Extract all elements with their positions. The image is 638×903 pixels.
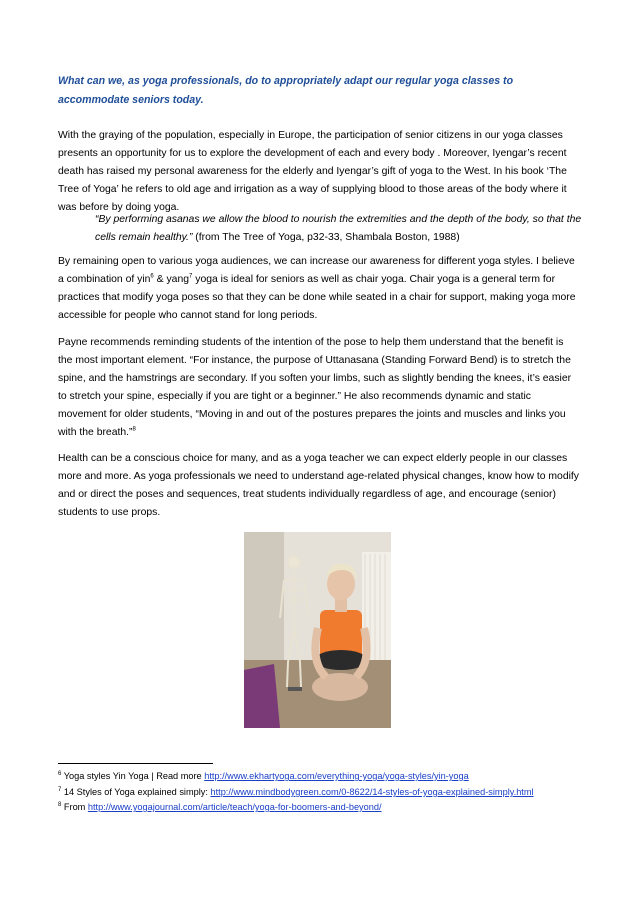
footnote-7	[58, 786, 618, 798]
yoga-teacher-photo	[244, 532, 391, 728]
paragraph-text: Payne recommends reminding students of the intention of the pose to help them understand that the benefit is the most important element. “For instance, the purpose of Uttanasana (Standing Forward Bend) is to stretch the spine, and the hamstrings are secondary. If you soften your limbs, such as slightly bending the knees, it’s easier to stretch your spine, especially if you are tight or a beginner.” He also recommends dynamic and static movement for older students, “Moving in and out of the postures prepares the joints and muscles and links you with the breath.”	[58, 337, 572, 438]
paragraph-health-choice: Health can be a conscious choice for many, and as a yoga teacher we can expect elderly people in our classes more and more. As yoga professionals we need to understand age-related physical changes, know how to modify and or direct the poses and sequences, treat students individually regardless of age, and encourage (senior) students to use props.	[58, 453, 579, 518]
footnote-ref-7[interactable]: 7	[189, 273, 193, 280]
photo-illustration	[244, 532, 391, 728]
section-heading: What can we, as yoga professionals, do to appropriately adapt our regular yoga classes to accommodate seniors today.	[58, 75, 514, 106]
paragraph-yoga-styles	[58, 253, 580, 325]
footnote-ref-6[interactable]: 6	[150, 273, 154, 280]
footnote-text: From	[61, 802, 88, 812]
paragraph-text: By remaining open to various yoga audiences, we can increase our awareness for different yoga styles. I believe a combination of yin	[58, 256, 575, 285]
footnote-number: 7	[58, 786, 62, 793]
footnote-ref-8[interactable]: 8	[132, 426, 136, 433]
footnote-link-yogajournal[interactable]: http://www.yogajournal.com/article/teach/yoga-for-boomers-and-beyond/	[87, 802, 382, 812]
footnote-6	[58, 770, 618, 782]
footnote-link-yin-yoga[interactable]: http://www.ekhartyoga.com/everything-yoga/yoga-styles/yin-yoga	[204, 771, 469, 781]
paragraph-graying-population: With the graying of the population, especially in Europe, the participation of senior citizens in our yoga classes presents an opportunity for us to explore the development of each and every body . Moreover, Iyengar’s recent death has raised my personal awareness for the elderly and Iyengar’s gift of yoga to the West. In his book ‘The Tree of Yoga’ he refers to old age and irrigation as a way of supplying blood to those areas of the body where it was before by doing yoga.	[58, 130, 567, 213]
footnote-number: 8	[58, 801, 62, 808]
paragraph-text: & yang	[153, 274, 190, 285]
paragraph-payne-recommends	[58, 334, 580, 442]
tree-of-yoga-quote	[95, 211, 585, 247]
footnote-link-mindbodygreen[interactable]: http://www.mindbodygreen.com/0-8622/14-styles-of-yoga-explained-simply.html	[210, 787, 534, 797]
footnote-text: Yoga styles Yin Yoga | Read more	[61, 771, 205, 781]
paragraph-text: yoga is ideal for seniors as well as chair yoga. Chair yoga is a general term for practices that modify yoga poses so that they can be done while seated in a chair for support, making yoga more accessible for people who cannot stand for long periods.	[58, 274, 576, 321]
footnote-number: 6	[58, 770, 62, 777]
footnote-8	[58, 801, 618, 813]
footnote-text: 14 Styles of Yoga explained simply:	[61, 787, 211, 797]
footnote-separator	[58, 763, 213, 764]
quote-text: “By performing asanas we allow the blood to nourish the extremities and the depth of the body, so that the cells remain healthy.”	[95, 214, 582, 243]
quote-source: (from The Tree of Yoga, p32-33, Shambala Boston, 1988)	[192, 232, 460, 243]
